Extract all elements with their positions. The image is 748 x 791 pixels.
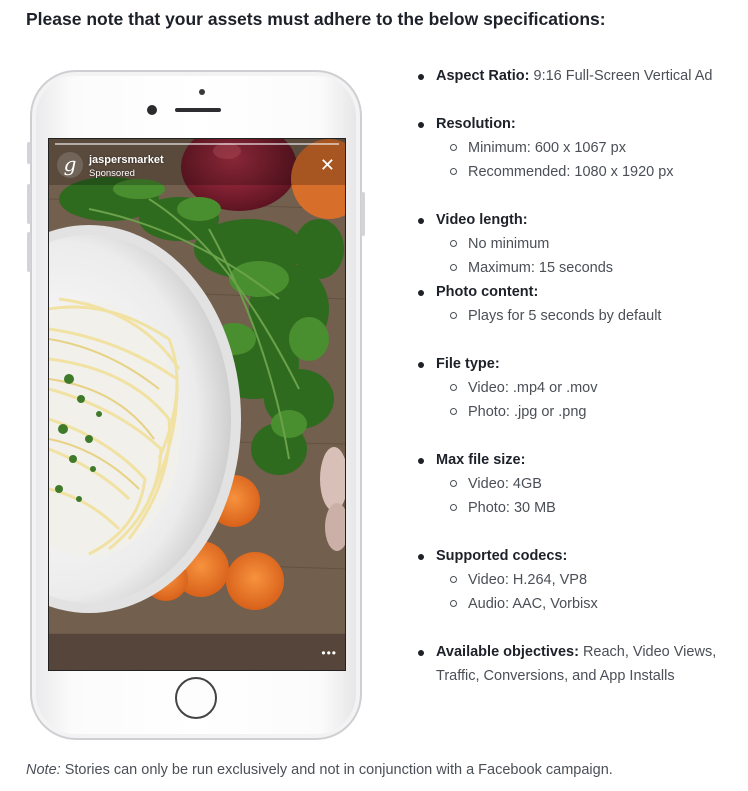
spec-label: Available objectives: bbox=[436, 644, 579, 660]
spec-value: 9:16 Full-Screen Vertical Ad bbox=[533, 68, 713, 84]
bullet-icon bbox=[418, 362, 424, 368]
bullet-icon bbox=[418, 290, 424, 296]
spec-label: Resolution: bbox=[436, 116, 516, 132]
sub-bullet-icon bbox=[450, 504, 457, 511]
phone-sensor bbox=[199, 89, 205, 95]
spec-value: Reach, Video Views, bbox=[582, 644, 717, 660]
story-progress-bar bbox=[55, 143, 339, 145]
close-icon[interactable]: ✕ bbox=[319, 155, 335, 175]
phone-volume-down bbox=[27, 232, 31, 272]
sub-bullet-icon bbox=[450, 408, 457, 415]
sub-bullet-icon bbox=[450, 384, 457, 391]
phone-mockup bbox=[30, 70, 362, 740]
bullet-icon bbox=[418, 458, 424, 464]
brand-logo-icon: g bbox=[57, 152, 83, 178]
sub-bullet-icon bbox=[450, 240, 457, 247]
page-heading: Please note that your assets must adhere to the below specifications: bbox=[26, 9, 606, 29]
spec-label: Supported codecs: bbox=[436, 548, 568, 564]
spec-label: Video length: bbox=[436, 212, 528, 228]
phone-mute-switch bbox=[27, 142, 31, 164]
spec-subitem-text: Video: H.264, VP8 bbox=[468, 572, 588, 588]
sub-bullet-icon bbox=[450, 168, 457, 175]
story-ad-preview bbox=[48, 138, 346, 671]
spec-subitem-text: Plays for 5 seconds by default bbox=[468, 308, 662, 324]
spec-subitem-text: Video: 4GB bbox=[468, 476, 542, 492]
bullet-icon bbox=[418, 122, 424, 128]
spec-subitem-text: Audio: AAC, Vorbisx bbox=[468, 596, 598, 612]
note-prefix: Note: bbox=[26, 762, 61, 778]
spec-label: Photo content: bbox=[436, 284, 539, 300]
phone-speaker bbox=[175, 108, 221, 112]
spec-subitem-text: Recommended: 1080 x 1920 px bbox=[468, 164, 674, 180]
spec-subitem-text: Maximum: 15 seconds bbox=[468, 260, 614, 276]
home-button bbox=[175, 677, 217, 719]
note-footer bbox=[26, 762, 613, 778]
phone-camera bbox=[147, 105, 157, 115]
bullet-icon bbox=[418, 650, 424, 656]
sub-bullet-icon bbox=[450, 312, 457, 319]
spec-subitem-text: Photo: 30 MB bbox=[468, 500, 556, 516]
spec-subitem-text: Photo: .jpg or .png bbox=[468, 404, 587, 420]
spec-label: File type: bbox=[436, 356, 500, 372]
more-icon[interactable]: ••• bbox=[321, 646, 337, 660]
bullet-icon bbox=[418, 554, 424, 560]
spec-subitem-text: Minimum: 600 x 1067 px bbox=[468, 140, 626, 156]
sub-bullet-icon bbox=[450, 144, 457, 151]
sponsored-label: Sponsored bbox=[89, 168, 135, 179]
phone-power-button bbox=[361, 192, 365, 236]
sub-bullet-icon bbox=[450, 480, 457, 487]
spec-subitem-text: No minimum bbox=[468, 236, 550, 252]
note-text: Stories can only be run exclusively and not in conjunction with a Facebook campaign. bbox=[60, 762, 613, 778]
sub-bullet-icon bbox=[450, 264, 457, 271]
story-food-photo bbox=[49, 139, 346, 671]
spec-value-cont: Traffic, Conversions, and App Installs bbox=[436, 668, 675, 684]
sub-bullet-icon bbox=[450, 600, 457, 607]
phone-volume-up bbox=[27, 184, 31, 224]
spec-label: Aspect Ratio: bbox=[436, 68, 530, 84]
brand-name: jaspersmarket bbox=[89, 154, 164, 166]
bullet-icon bbox=[418, 74, 424, 80]
spec-label: Max file size: bbox=[436, 452, 526, 468]
spec-subitem-text: Video: .mp4 or .mov bbox=[468, 380, 598, 396]
sub-bullet-icon bbox=[450, 576, 457, 583]
bullet-icon bbox=[418, 218, 424, 224]
